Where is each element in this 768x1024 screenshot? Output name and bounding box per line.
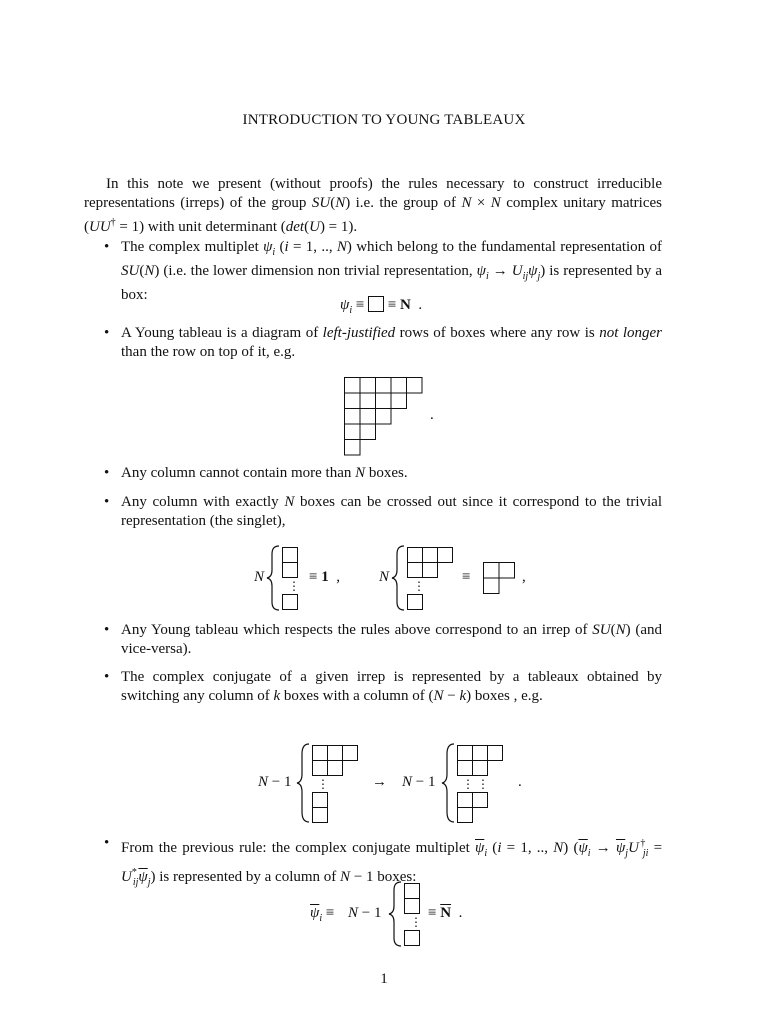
bullet-marker: •	[104, 465, 110, 481]
antifund-label: N − 1	[348, 905, 382, 921]
bullet-singlet: Any column with exactly N boxes can be crossed out since it correspond to the trivial representation (the singlet),	[121, 494, 662, 529]
singlet-result: ≡ 1 ,	[309, 569, 340, 585]
intro-text: In this note we present (without proofs) the rules necessary to construct irreducible representations (irreps) of the group SU(N) i.e. the group of N × N complex unitary matrices (UU† = 1) with unit determinant (det(U) = 1).	[84, 176, 662, 235]
equation-fundamental: $\psi_i$ ≡ ≡ N .	[340, 297, 423, 316]
svg-text:⋮: ⋮	[317, 777, 329, 791]
intro-paragraph	[84, 175, 662, 237]
conj-tableau-left	[296, 742, 362, 824]
singlet-result-2: ≡	[462, 569, 471, 585]
young-tableau-example	[344, 377, 424, 457]
conj-trailing: .	[518, 774, 522, 790]
singlet-tableau-diagram	[391, 544, 457, 612]
bullet-marker: •	[104, 622, 110, 638]
bullet-irrep-correspondence: Any Young tableau which respects the rules above correspond to an irrep of SU(N) (and vice-versa).	[121, 622, 662, 657]
conj-arrow: →	[372, 774, 387, 790]
bullet-tableau-definition: A Young tableau is a diagram of left-justified rows of boxes where any row is not longer than the row on top of it, e.g.	[121, 325, 662, 360]
bullet-marker: •	[104, 239, 110, 255]
bullet-marker: •	[104, 669, 110, 685]
page-title: INTRODUCTION TO YOUNG TABLEAUX	[242, 112, 526, 128]
bullet-conjugate-rule: The complex conjugate of a given irrep is represented by a tableaux obtained by switching any column of k boxes with a column of (N − k) boxes , e.g.	[121, 669, 662, 704]
antifund-rhs: ≡ $\overline{N}$ .	[428, 905, 463, 921]
bullet-marker: •	[104, 494, 110, 510]
svg-text:⋮: ⋮	[413, 579, 425, 593]
svg-text:⋮: ⋮	[462, 777, 474, 791]
conj-label-right: N − 1	[402, 774, 436, 790]
page-number: 1	[380, 971, 388, 987]
singlet-label: N	[254, 569, 265, 585]
svg-text:⋮: ⋮	[410, 915, 422, 929]
bullet-marker: •	[104, 325, 110, 341]
example-trailing: .	[430, 407, 434, 423]
conj-tableau-right	[441, 742, 507, 824]
antifund-lhs: $\overline{\psi}_i$ ≡	[310, 905, 335, 924]
singlet-trailing: ,	[522, 569, 526, 585]
bullet-antifundamental: From the previous rule: the complex conjugate multiplet $\overline{\psi}_i$ (i = 1, .., N) $(\overline{\psi}_i \to \overline{\psi}_jU^\dagger_{ji} = U^*_{ij}\overline{\psi}_j)$ is represented by a column of N − 1 boxes:	[121, 838, 663, 888]
singlet-label-2: N	[379, 569, 390, 585]
bullet-marker: •	[104, 835, 110, 851]
conj-label-left: N − 1	[258, 774, 292, 790]
young-box	[368, 296, 384, 312]
bullet-column-limit: Any column cannot contain more than N boxes.	[121, 465, 408, 481]
singlet-reduced-tableau	[483, 562, 517, 596]
svg-text:⋮: ⋮	[288, 579, 300, 593]
svg-text:⋮: ⋮	[477, 777, 489, 791]
singlet-column-diagram	[266, 544, 302, 612]
antifund-column-diagram	[388, 880, 424, 948]
bullet-fundamental: The complex multiplet $\psi_i$ (i = 1, .., N) which belong to the fundamental representation of SU(N) (i.e. the lower dimension non trivial representation, $\psi_i \to U_{ij}\psi_j$) is represented by a box:	[121, 239, 662, 303]
